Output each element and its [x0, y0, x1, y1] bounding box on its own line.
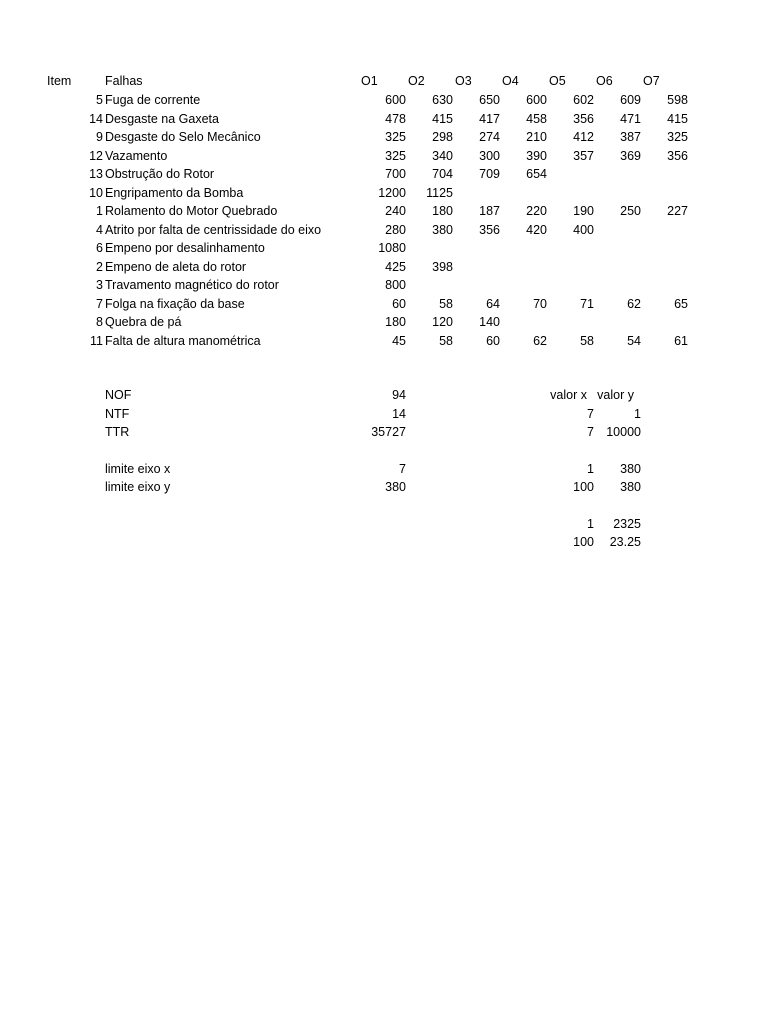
- xy-value-x: 7: [587, 425, 594, 439]
- row-item-number: 6: [96, 241, 103, 255]
- row-falha-label: Engripamento da Bomba: [105, 185, 244, 200]
- row-value-o3: 64: [486, 296, 500, 311]
- row-value-o1: 180: [385, 315, 406, 329]
- row-falha-label: Rolamento do Motor Quebrado: [105, 204, 278, 218]
- row-item-number: 12: [89, 148, 103, 163]
- summary-value: 94: [392, 388, 406, 402]
- row-value-o5: [550, 184, 594, 202]
- row-item-number: 9: [96, 130, 103, 144]
- row-value-o2: 380: [432, 222, 453, 237]
- xy-value-y: 380: [620, 461, 641, 476]
- row-value-o3: 300: [479, 148, 500, 163]
- row-item-number: 5: [96, 93, 103, 107]
- row-value-o2: 180: [432, 204, 453, 218]
- row-falha-label: Empeno por desalinhamento: [105, 241, 265, 255]
- row-value-o2: 340: [432, 148, 453, 163]
- row-falha-label: Atrito por falta de centrissidade do eixo: [105, 222, 322, 237]
- summary-label: TTR: [105, 425, 130, 439]
- row-value-o5: 412: [573, 130, 594, 144]
- row-value-o5: 400: [573, 222, 594, 237]
- row-value-o7: [644, 239, 688, 257]
- row-value-o5: [550, 258, 594, 276]
- row-value-o7: [644, 276, 688, 294]
- row-value-o2: 120: [432, 315, 453, 329]
- row-value-o6: 250: [620, 204, 641, 218]
- row-value-o3: [456, 258, 500, 276]
- row-value-o7: 598: [667, 93, 688, 107]
- row-value-o4: 390: [526, 148, 547, 163]
- row-value-o2: 1125: [426, 185, 453, 200]
- row-value-o2: 704: [432, 167, 453, 181]
- row-value-o3: [456, 184, 500, 202]
- row-value-o6: 62: [627, 296, 641, 311]
- header-o7: O7: [643, 74, 660, 88]
- row-value-o5: 190: [573, 204, 594, 218]
- row-value-o6: [597, 184, 641, 202]
- row-item-number: 2: [96, 259, 103, 274]
- row-value-o1: 478: [385, 111, 406, 126]
- xy-value-x: 100: [573, 535, 594, 549]
- row-value-o7: 356: [667, 148, 688, 163]
- row-value-o4: [503, 258, 547, 276]
- row-value-o4: 458: [526, 111, 547, 126]
- row-falha-label: Falta de altura manométrica: [105, 333, 261, 348]
- summary-value: 14: [392, 406, 406, 421]
- row-value-o3: [456, 239, 500, 257]
- row-value-o7: 227: [667, 204, 688, 218]
- row-value-o1: 425: [385, 259, 406, 274]
- row-value-o2: 58: [439, 333, 453, 348]
- row-value-o4: 210: [526, 130, 547, 144]
- row-value-o1: 60: [392, 296, 406, 311]
- row-item-number: 7: [96, 296, 103, 311]
- row-value-o6: 369: [620, 148, 641, 163]
- row-value-o3: 60: [486, 333, 500, 348]
- row-value-o6: 609: [620, 93, 641, 107]
- row-value-o6: [597, 239, 641, 257]
- summary-label: NTF: [105, 406, 130, 421]
- row-value-o3: 187: [479, 204, 500, 218]
- summary-label: limite eixo x: [105, 461, 171, 476]
- row-value-o4: 70: [533, 296, 547, 311]
- xy-value-x: 1: [587, 516, 594, 531]
- row-value-o6: [597, 276, 641, 294]
- xy-value-x: 1: [587, 461, 594, 476]
- summary-value: 7: [399, 461, 406, 476]
- row-value-o7: 61: [674, 333, 688, 348]
- row-falha-label: Quebra de pá: [105, 315, 182, 329]
- row-value-o6: [597, 313, 641, 331]
- xy-value-y: 23.25: [609, 535, 641, 549]
- row-value-o5: [550, 313, 594, 331]
- row-value-o4: [503, 239, 547, 257]
- row-item-number: 4: [96, 222, 103, 237]
- header-o4: O4: [502, 74, 519, 88]
- row-value-o7: 415: [667, 111, 688, 126]
- row-value-o5: 602: [573, 93, 594, 107]
- row-value-o2: [409, 239, 453, 257]
- header-falhas: Falhas: [105, 74, 143, 88]
- header-o2: O2: [408, 74, 425, 88]
- row-value-o1: 700: [385, 167, 406, 181]
- row-value-o2: 415: [432, 111, 453, 126]
- row-value-o5: [550, 165, 594, 183]
- row-value-o7: [644, 258, 688, 276]
- row-value-o4: [503, 313, 547, 331]
- header-item: Item: [47, 74, 72, 88]
- row-value-o2: 398: [432, 259, 453, 274]
- row-item-number: 10: [89, 185, 103, 200]
- row-falha-label: Obstrução do Rotor: [105, 167, 215, 181]
- row-falha-label: Vazamento: [105, 148, 168, 163]
- row-value-o6: 387: [620, 130, 641, 144]
- header-valor-x: valor x: [550, 388, 587, 402]
- row-value-o1: 800: [385, 278, 406, 292]
- xy-value-y: 380: [620, 480, 641, 494]
- row-value-o1: 1200: [378, 185, 406, 200]
- row-falha-label: Folga na fixação da base: [105, 296, 245, 311]
- row-value-o4: 420: [526, 222, 547, 237]
- row-value-o3: [456, 276, 500, 294]
- row-falha-label: Travamento magnético do rotor: [105, 278, 279, 292]
- row-value-o1: 325: [385, 130, 406, 144]
- row-value-o3: 417: [479, 111, 500, 126]
- row-value-o6: 54: [627, 333, 641, 348]
- row-value-o7: 65: [674, 296, 688, 311]
- header-o3: O3: [455, 74, 472, 88]
- xy-value-x: 100: [573, 480, 594, 494]
- header-o5: O5: [549, 74, 566, 88]
- row-value-o5: 357: [573, 148, 594, 163]
- row-value-o1: 45: [392, 333, 406, 348]
- row-value-o7: [644, 184, 688, 202]
- row-value-o4: 600: [526, 93, 547, 107]
- row-value-o4: [503, 184, 547, 202]
- row-value-o1: 1080: [378, 241, 406, 255]
- row-value-o4: 62: [533, 333, 547, 348]
- summary-value: 35727: [371, 425, 406, 439]
- row-falha-label: Desgaste na Gaxeta: [105, 111, 219, 126]
- row-value-o3: 709: [479, 167, 500, 181]
- summary-value: 380: [385, 480, 406, 494]
- row-item-number: 14: [89, 111, 103, 126]
- summary-label: limite eixo y: [105, 480, 171, 494]
- row-value-o1: 280: [385, 222, 406, 237]
- row-value-o2: 298: [432, 130, 453, 144]
- row-item-number: 3: [96, 278, 103, 292]
- row-value-o6: [597, 258, 641, 276]
- row-value-o2: 630: [432, 93, 453, 107]
- header-o1: O1: [361, 74, 378, 88]
- row-value-o3: 274: [479, 130, 500, 144]
- xy-value-y: 1: [634, 406, 641, 421]
- row-value-o1: 600: [385, 93, 406, 107]
- row-value-o5: [550, 239, 594, 257]
- row-falha-label: Empeno de aleta do rotor: [105, 259, 247, 274]
- row-item-number: 13: [89, 167, 103, 181]
- row-value-o4: 220: [526, 204, 547, 218]
- header-valor-y: valor y: [597, 388, 634, 402]
- header-o6: O6: [596, 74, 613, 88]
- row-value-o1: 240: [385, 204, 406, 218]
- row-value-o5: 71: [580, 296, 594, 311]
- row-value-o5: [550, 276, 594, 294]
- row-item-number: 11: [90, 333, 103, 348]
- row-value-o7: 325: [667, 130, 688, 144]
- row-falha-label: Fuga de corrente: [105, 93, 201, 107]
- row-value-o3: 356: [479, 222, 500, 237]
- row-item-number: 1: [96, 204, 103, 218]
- row-value-o5: 58: [580, 333, 594, 348]
- xy-value-x: 7: [587, 406, 594, 421]
- row-item-number: 8: [96, 315, 103, 329]
- row-value-o6: [597, 165, 641, 183]
- row-value-o6: 471: [620, 111, 641, 126]
- row-value-o3: 650: [479, 93, 500, 107]
- row-value-o7: [644, 221, 688, 239]
- xy-value-y: 2325: [613, 516, 641, 531]
- row-value-o3: 140: [479, 315, 500, 329]
- row-value-o4: [503, 276, 547, 294]
- row-value-o6: [597, 221, 641, 239]
- row-value-o2: 58: [439, 296, 453, 311]
- row-value-o2: [409, 276, 453, 294]
- xy-value-y: 10000: [606, 425, 641, 439]
- summary-label: NOF: [105, 388, 132, 402]
- row-value-o5: 356: [573, 111, 594, 126]
- row-value-o1: 325: [385, 148, 406, 163]
- row-value-o7: [644, 165, 688, 183]
- row-falha-label: Desgaste do Selo Mecânico: [105, 130, 261, 144]
- row-value-o7: [644, 313, 688, 331]
- row-value-o4: 654: [526, 167, 547, 181]
